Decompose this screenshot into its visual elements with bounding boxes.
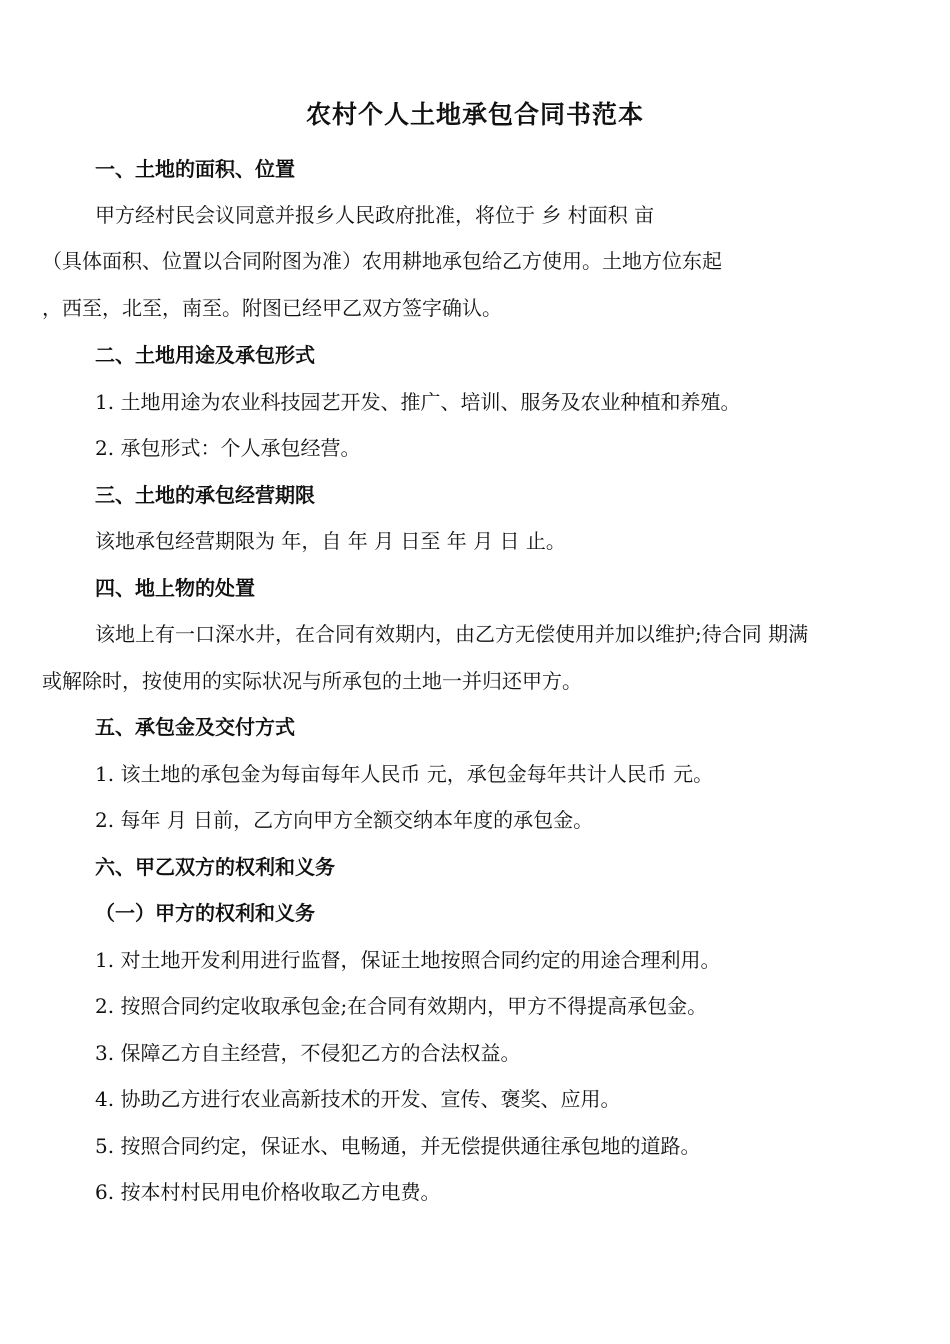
document-title: 农村个人土地承包合同书范本 bbox=[305, 100, 644, 129]
list-item: 3. 保障乙方自主经营，不侵犯乙方的合法权益。 bbox=[95, 1041, 521, 1065]
paragraph-line: 或解除时，按使用的实际状况与所承包的土地一并归还甲方。 bbox=[42, 669, 582, 693]
section-heading-6: 六、甲乙双方的权利和义务 bbox=[95, 855, 335, 879]
section-heading-1: 一、土地的面积、位置 bbox=[95, 157, 295, 181]
list-item: 2. 每年 月 日前，乙方向甲方全额交纳本年度的承包金。 bbox=[95, 808, 594, 832]
section-heading-3: 三、土地的承包经营期限 bbox=[95, 483, 315, 507]
section-heading-2: 二、土地用途及承包形式 bbox=[95, 343, 315, 367]
paragraph-line: 该地承包经营期限为 年，自 年 月 日至 年 月 日 止。 bbox=[95, 529, 566, 553]
list-item: 1. 土地用途为农业科技园艺开发、推广、培训、服务及农业种植和养殖。 bbox=[95, 390, 741, 414]
list-item: 2. 承包形式：个人承包经营。 bbox=[95, 436, 361, 460]
list-item: 6. 按本村村民用电价格收取乙方电费。 bbox=[95, 1180, 441, 1204]
list-item: 1. 该土地的承包金为每亩每年人民币 元，承包金每年共计人民币 元。 bbox=[95, 762, 714, 786]
section-heading-4: 四、地上物的处置 bbox=[95, 576, 255, 600]
list-item: 5. 按照合同约定，保证水、电畅通，并无偿提供通往承包地的道路。 bbox=[95, 1134, 701, 1158]
paragraph-line: ，西至，北至，南至。附图已经甲乙双方签字确认。 bbox=[42, 296, 502, 320]
paragraph-line: 该地上有一口深水井，在合同有效期内，由乙方无偿使用并加以维护;待合同 期满 bbox=[95, 622, 809, 646]
subsection-heading: （一）甲方的权利和义务 bbox=[95, 901, 315, 925]
section-heading-5: 五、承包金及交付方式 bbox=[95, 715, 295, 739]
list-item: 2. 按照合同约定收取承包金;在合同有效期内，甲方不得提高承包金。 bbox=[95, 994, 708, 1018]
list-item: 4. 协助乙方进行农业高新技术的开发、宣传、褒奖、应用。 bbox=[95, 1087, 621, 1111]
list-item: 1. 对土地开发利用进行监督，保证土地按照合同约定的用途合理利用。 bbox=[95, 948, 721, 972]
paragraph-line: （具体面积、位置以合同附图为准）农用耕地承包给乙方使用。土地方位东起 bbox=[42, 249, 722, 273]
paragraph-line: 甲方经村民会议同意并报乡人民政府批准，将位于 乡 村面积 亩 bbox=[95, 203, 655, 227]
